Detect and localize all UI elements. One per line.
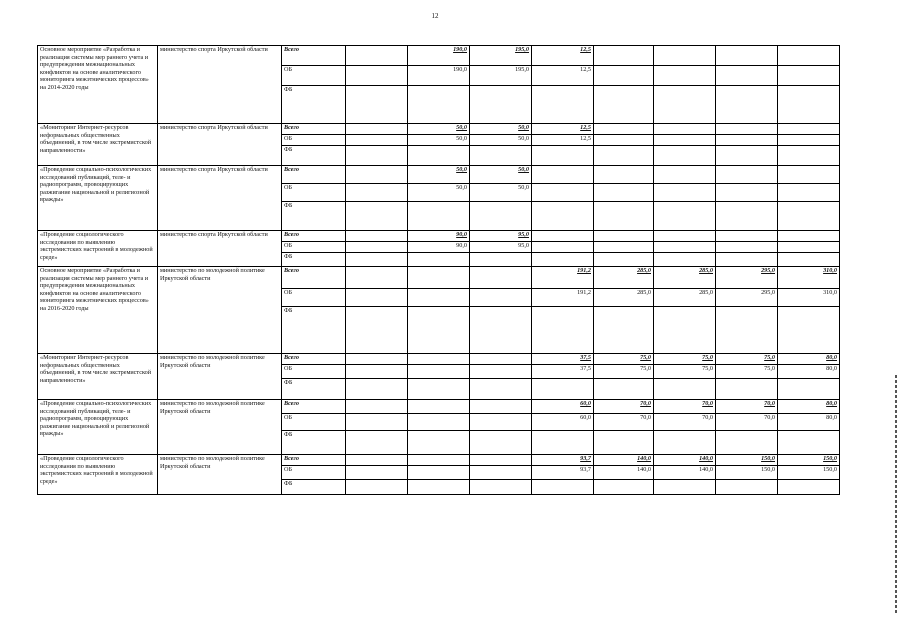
amount-cell: 50,0 (408, 124, 470, 135)
amount-cell: 80,0 (778, 400, 840, 414)
amount-cell (346, 253, 408, 267)
amount-cell (778, 231, 840, 242)
amount-cell (346, 455, 408, 466)
amount-cell (654, 66, 716, 86)
amount-cell (716, 135, 778, 146)
amount-cell (532, 379, 594, 400)
amount-cell (716, 253, 778, 267)
amount-cell: 70,0 (654, 400, 716, 414)
amount-cell (594, 184, 654, 202)
amount-cell (716, 86, 778, 124)
amount-cell (408, 455, 470, 466)
amount-cell (346, 135, 408, 146)
amount-cell: 37,5 (532, 354, 594, 365)
amount-cell (654, 184, 716, 202)
funding-source-cell: ОБ (282, 135, 346, 146)
table-row (38, 46, 840, 66)
amount-cell (594, 253, 654, 267)
amount-cell: 140,0 (654, 466, 716, 480)
funding-source-cell: ФБ (282, 253, 346, 267)
amount-cell (594, 86, 654, 124)
executor-cell: министерство спорта Иркутской области (158, 124, 282, 166)
amount-cell (716, 46, 778, 66)
amount-cell (716, 307, 778, 354)
amount-cell (778, 146, 840, 166)
amount-cell: 60,0 (532, 414, 594, 431)
scan-edge-mark (895, 375, 897, 615)
activity-name-cell: «Проведение социологического исследования по выявлению экстремистских настроений в молодежной среде» (38, 455, 158, 495)
amount-cell (408, 289, 470, 307)
funding-source-cell: ОБ (282, 184, 346, 202)
amount-cell (594, 231, 654, 242)
amount-cell (532, 242, 594, 253)
amount-cell (778, 379, 840, 400)
amount-cell (778, 253, 840, 267)
amount-cell: 295,0 (716, 289, 778, 307)
amount-cell (408, 202, 470, 231)
amount-cell (654, 135, 716, 146)
amount-cell (346, 400, 408, 414)
amount-cell (408, 354, 470, 365)
amount-cell: 195,0 (470, 66, 532, 86)
amount-cell (408, 146, 470, 166)
activity-name-cell: Основное мероприятие «Разработка и реализация системы мер раннего учета и предупреждения межнациональных конфликтов на основе аналитического мониторинга межэтнических процессов» на 2014-2020 годы (38, 46, 158, 124)
funding-source-cell: ОБ (282, 289, 346, 307)
amount-cell (716, 231, 778, 242)
amount-cell (778, 66, 840, 86)
funding-source-cell: Всего (282, 354, 346, 365)
table-row (38, 354, 840, 365)
activity-name-cell: «Мониторинг Интернет-ресурсов неформальных общественных объединений, в том числе экстремистской направленности» (38, 124, 158, 166)
funding-source-cell: ОБ (282, 242, 346, 253)
amount-cell (532, 166, 594, 184)
amount-cell: 140,0 (594, 466, 654, 480)
executor-cell: министерство по молодежной политике Иркутской области (158, 455, 282, 495)
amount-cell: 12,5 (532, 46, 594, 66)
amount-cell (470, 202, 532, 231)
amount-cell (346, 466, 408, 480)
amount-cell (346, 202, 408, 231)
amount-cell (346, 166, 408, 184)
amount-cell: 140,0 (594, 455, 654, 466)
amount-cell (346, 289, 408, 307)
amount-cell (654, 124, 716, 135)
amount-cell (654, 202, 716, 231)
amount-cell: 12,5 (532, 135, 594, 146)
table-row (38, 231, 840, 242)
activity-name-cell: Основное мероприятие «Разработка и реализация системы мер раннего учета и предупреждения межнациональных конфликтов на основе аналитического мониторинга межэтнических процессов» на 2016-2020 годы (38, 267, 158, 354)
amount-cell (778, 431, 840, 455)
amount-cell: 70,0 (594, 400, 654, 414)
amount-cell (594, 166, 654, 184)
amount-cell (346, 231, 408, 242)
amount-cell (778, 307, 840, 354)
amount-cell (778, 124, 840, 135)
amount-cell: 150,0 (778, 455, 840, 466)
amount-cell (408, 480, 470, 495)
amount-cell: 50,0 (470, 166, 532, 184)
amount-cell (470, 480, 532, 495)
amount-cell (594, 146, 654, 166)
amount-cell (654, 307, 716, 354)
amount-cell (778, 242, 840, 253)
amount-cell: 75,0 (716, 365, 778, 379)
funding-source-cell: Всего (282, 267, 346, 289)
table-body (38, 46, 840, 495)
amount-cell (594, 431, 654, 455)
amount-cell: 37,5 (532, 365, 594, 379)
amount-cell (532, 307, 594, 354)
table-row (38, 124, 840, 135)
amount-cell (532, 86, 594, 124)
amount-cell (346, 66, 408, 86)
amount-cell: 310,0 (778, 289, 840, 307)
amount-cell (346, 379, 408, 400)
amount-cell (594, 124, 654, 135)
activity-name-cell: «Мониторинг Интернет-ресурсов неформальных общественных объединений, в том числе экстремистской направленности» (38, 354, 158, 400)
amount-cell (594, 480, 654, 495)
amount-cell (408, 86, 470, 124)
amount-cell (346, 365, 408, 379)
funding-source-cell: ФБ (282, 480, 346, 495)
amount-cell (716, 166, 778, 184)
amount-cell (532, 202, 594, 231)
funding-source-cell: ФБ (282, 146, 346, 166)
amount-cell: 80,0 (778, 414, 840, 431)
amount-cell: 93,7 (532, 466, 594, 480)
amount-cell (470, 289, 532, 307)
amount-cell: 150,0 (716, 455, 778, 466)
amount-cell (346, 267, 408, 289)
amount-cell (654, 242, 716, 253)
amount-cell (470, 146, 532, 166)
amount-cell (408, 307, 470, 354)
amount-cell (654, 86, 716, 124)
amount-cell (654, 431, 716, 455)
amount-cell (594, 379, 654, 400)
amount-cell (470, 365, 532, 379)
amount-cell: 90,0 (408, 231, 470, 242)
amount-cell (346, 354, 408, 365)
amount-cell (408, 267, 470, 289)
amount-cell: 50,0 (470, 184, 532, 202)
amount-cell (778, 480, 840, 495)
activity-name-cell: «Проведение социально-психологических исследований публикаций, теле- и радиопрограмм, провоцирующих разжигание национальной и религиозной вражды» (38, 400, 158, 455)
amount-cell: 75,0 (594, 354, 654, 365)
amount-cell (346, 480, 408, 495)
amount-cell: 70,0 (594, 414, 654, 431)
amount-cell (346, 184, 408, 202)
amount-cell: 80,0 (778, 354, 840, 365)
funding-source-cell: Всего (282, 46, 346, 66)
amount-cell (470, 267, 532, 289)
amount-cell (594, 135, 654, 146)
amount-cell (654, 166, 716, 184)
amount-cell: 195,0 (470, 46, 532, 66)
amount-cell (654, 253, 716, 267)
amount-cell (532, 431, 594, 455)
amount-cell (470, 354, 532, 365)
amount-cell (778, 86, 840, 124)
amount-cell: 80,0 (778, 365, 840, 379)
amount-cell (654, 46, 716, 66)
amount-cell: 75,0 (716, 354, 778, 365)
amount-cell: 50,0 (470, 135, 532, 146)
amount-cell (716, 184, 778, 202)
amount-cell (532, 253, 594, 267)
amount-cell (346, 124, 408, 135)
amount-cell (654, 231, 716, 242)
amount-cell (778, 202, 840, 231)
funding-source-cell: ОБ (282, 466, 346, 480)
amount-cell (778, 184, 840, 202)
amount-cell (408, 253, 470, 267)
amount-cell (778, 46, 840, 66)
amount-cell (594, 307, 654, 354)
amount-cell: 140,0 (654, 455, 716, 466)
amount-cell (716, 66, 778, 86)
amount-cell (408, 365, 470, 379)
amount-cell (654, 146, 716, 166)
amount-cell (346, 431, 408, 455)
page-number: 12 (431, 12, 439, 20)
amount-cell (778, 166, 840, 184)
funding-source-cell: ОБ (282, 66, 346, 86)
amount-cell (654, 480, 716, 495)
amount-cell (408, 414, 470, 431)
amount-cell: 95,0 (470, 231, 532, 242)
amount-cell: 70,0 (716, 400, 778, 414)
funding-source-cell: Всего (282, 400, 346, 414)
amount-cell (470, 400, 532, 414)
funding-source-cell: ФБ (282, 379, 346, 400)
table-row (38, 455, 840, 466)
amount-cell (470, 253, 532, 267)
amount-cell (594, 202, 654, 231)
amount-cell: 75,0 (594, 365, 654, 379)
amount-cell (470, 86, 532, 124)
activity-name-cell: «Проведение социологического исследования по выявлению экстремистских настроений в молодежной среде» (38, 231, 158, 267)
amount-cell (346, 46, 408, 66)
amount-cell (408, 400, 470, 414)
amount-cell: 60,0 (532, 400, 594, 414)
amount-cell (716, 379, 778, 400)
amount-cell: 285,0 (654, 289, 716, 307)
amount-cell: 12,5 (532, 124, 594, 135)
executor-cell: министерство спорта Иркутской области (158, 231, 282, 267)
amount-cell (408, 379, 470, 400)
amount-cell: 150,0 (716, 466, 778, 480)
executor-cell: министерство по молодежной политике Иркутской области (158, 267, 282, 354)
amount-cell: 310,0 (778, 267, 840, 289)
amount-cell: 190,0 (408, 66, 470, 86)
amount-cell: 285,0 (594, 289, 654, 307)
amount-cell (532, 184, 594, 202)
amount-cell: 75,0 (654, 354, 716, 365)
amount-cell (470, 466, 532, 480)
funding-source-cell: Всего (282, 455, 346, 466)
table-row (38, 166, 840, 184)
amount-cell: 50,0 (408, 166, 470, 184)
amount-cell: 50,0 (470, 124, 532, 135)
amount-cell (470, 307, 532, 354)
amount-cell: 70,0 (654, 414, 716, 431)
amount-cell (346, 307, 408, 354)
amount-cell: 191,2 (532, 267, 594, 289)
amount-cell: 50,0 (408, 184, 470, 202)
amount-cell: 285,0 (594, 267, 654, 289)
amount-cell: 90,0 (408, 242, 470, 253)
program-financing-table (37, 45, 840, 495)
amount-cell (594, 66, 654, 86)
amount-cell: 12,5 (532, 66, 594, 86)
amount-cell (716, 124, 778, 135)
amount-cell (716, 146, 778, 166)
activity-name-cell: «Проведение социально-психологических исследований публикаций, теле- и радиопрограмм, провоцирующих разжигание национальной и религиозной вражды» (38, 166, 158, 231)
funding-source-cell: ОБ (282, 365, 346, 379)
amount-cell (470, 431, 532, 455)
table-row (38, 400, 840, 414)
amount-cell (716, 202, 778, 231)
amount-cell (470, 455, 532, 466)
funding-source-cell: ОБ (282, 414, 346, 431)
amount-cell (470, 414, 532, 431)
amount-cell: 150,0 (778, 466, 840, 480)
amount-cell: 75,0 (654, 365, 716, 379)
amount-cell: 93,7 (532, 455, 594, 466)
amount-cell: 70,0 (716, 414, 778, 431)
amount-cell (408, 431, 470, 455)
amount-cell (408, 466, 470, 480)
funding-source-cell: ФБ (282, 431, 346, 455)
amount-cell (716, 480, 778, 495)
amount-cell (716, 431, 778, 455)
amount-cell (346, 86, 408, 124)
amount-cell: 295,0 (716, 267, 778, 289)
amount-cell (594, 46, 654, 66)
table-row (38, 267, 840, 289)
executor-cell: министерство спорта Иркутской области (158, 46, 282, 124)
amount-cell (532, 146, 594, 166)
amount-cell (594, 242, 654, 253)
amount-cell: 50,0 (408, 135, 470, 146)
amount-cell (532, 480, 594, 495)
amount-cell (346, 242, 408, 253)
amount-cell: 95,0 (470, 242, 532, 253)
amount-cell: 191,2 (532, 289, 594, 307)
amount-cell (654, 379, 716, 400)
amount-cell (346, 414, 408, 431)
funding-source-cell: ФБ (282, 202, 346, 231)
amount-cell (716, 242, 778, 253)
amount-cell (470, 379, 532, 400)
executor-cell: министерство по молодежной политике Иркутской области (158, 400, 282, 455)
amount-cell: 190,0 (408, 46, 470, 66)
amount-cell (346, 146, 408, 166)
executor-cell: министерство спорта Иркутской области (158, 166, 282, 231)
amount-cell: 285,0 (654, 267, 716, 289)
amount-cell (532, 231, 594, 242)
funding-source-cell: ФБ (282, 307, 346, 354)
funding-source-cell: ФБ (282, 86, 346, 124)
funding-source-cell: Всего (282, 166, 346, 184)
amount-cell (778, 135, 840, 146)
funding-source-cell: Всего (282, 124, 346, 135)
executor-cell: министерство по молодежной политике Иркутской области (158, 354, 282, 400)
funding-source-cell: Всего (282, 231, 346, 242)
